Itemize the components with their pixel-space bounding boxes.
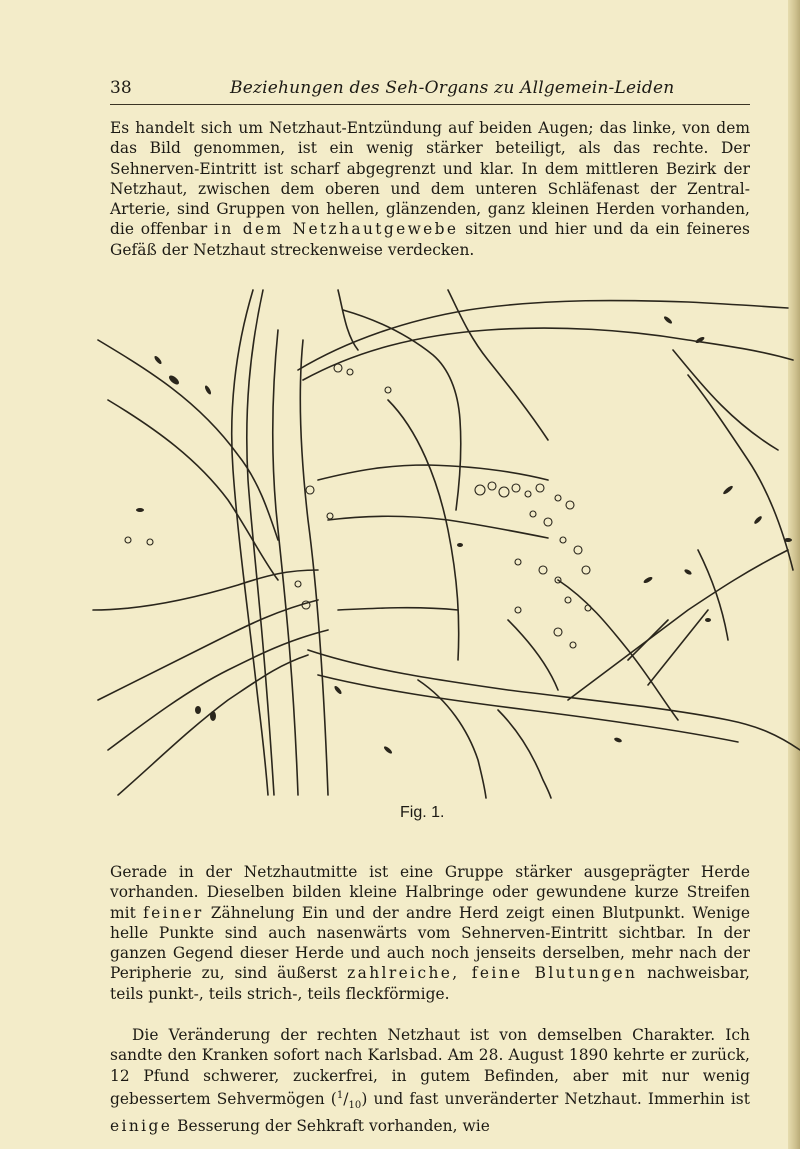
fundus-drawing [88,280,800,800]
paragraph-2-text-a: Gerade in der Netzhautmitte ist eine Gruppe stärker ausgeprägter Herde vorhanden. Dieselben bilden kleine Halbringe oder gewundene kurze Streifen mit [110,863,750,922]
fraction-numerator: 1 [336,1089,344,1101]
paragraph-2-spaced-text-1: feiner [143,903,204,922]
paragraph-1-spaced-text: in dem Netzhautgewebe [214,220,459,239]
paragraph-2-spaced-text-2: zahlreiche, feine Blutungen [347,964,638,983]
fraction-denominator: 10 [348,1100,362,1112]
paragraph-1-text-a: Es handelt sich um Netzhaut-Entzündung auf beiden Augen; das linke, von dem das Bild genommen, ist ein wenig stärker beteiligt, als das rechte. Der Sehnerven-Eintritt ist scharf abgegrenzt und klar. In dem mittleren Bezirk der Netzhaut, zwischen dem oberen und dem unteren Schläfenast der Zentral-Arterie, sind Gruppen von hellen, glänzenden, ganz kleinen Herden vorhanden, die offenbar [110,119,750,239]
vessel-inferior-arcade [308,650,800,750]
header-rule [110,104,750,105]
vessel-inferior-branch [418,680,486,798]
paragraph-3-text-d: Besserung der Sehkraft vorhanden, wie [172,1117,490,1136]
paragraph-3-spaced-text: einige [110,1117,173,1136]
paragraph-2 [110,862,750,1004]
paragraph-2-text-c: Zähnelung Ein und der andre Herd zeigt einen Blutpunkt. Wenige helle Punkte sind auch nasenwärts vom Sehnerven-Eintritt sichtbar. In der ganzen Gegend dieser Herde und auch noch jenseits derselben, mehr nach der Peripherie zu, sind äußerst [110,903,751,983]
vessel-main-trunk [232,290,268,795]
page-number: 38 [110,78,132,98]
paragraph-3-text-b: ) und fast unveränderter Netzhaut. Immerhin ist [361,1090,750,1109]
running-title: Beziehungen des Seh-Organs zu Allgemein-Leiden [230,78,675,98]
fraction [336,1089,362,1112]
fundus-figure [88,280,800,800]
paragraph-3-text-a: Die Veränderung der rechten Netzhaut ist von demselben Charakter. Ich sandte den Kranken sofort nach Karlsbad. Am 28. August 1890 kehrte er zurück, 12 Pfund schwerer, zuckerfrei, in gutem Befinden, aber mit nur wenig gebessertem Sehvermögen ( [110,1026,750,1109]
paragraph-3 [110,1025,750,1137]
figure-caption: Fig. 1. [400,804,445,821]
paragraph-1 [110,118,750,260]
fraction-separator: / [343,1090,349,1109]
vessel-superior-arcade [298,300,788,370]
paragraph-1-text-c: sitzen und hier und da ein feineres Gefäß der Netzhaut streckenweise verdecken. [110,220,750,259]
page-header [110,78,750,104]
paragraph-2-text-e: nachweisbar, teils punkt-, teils strich-, teils fleckförmige. [110,964,750,1003]
